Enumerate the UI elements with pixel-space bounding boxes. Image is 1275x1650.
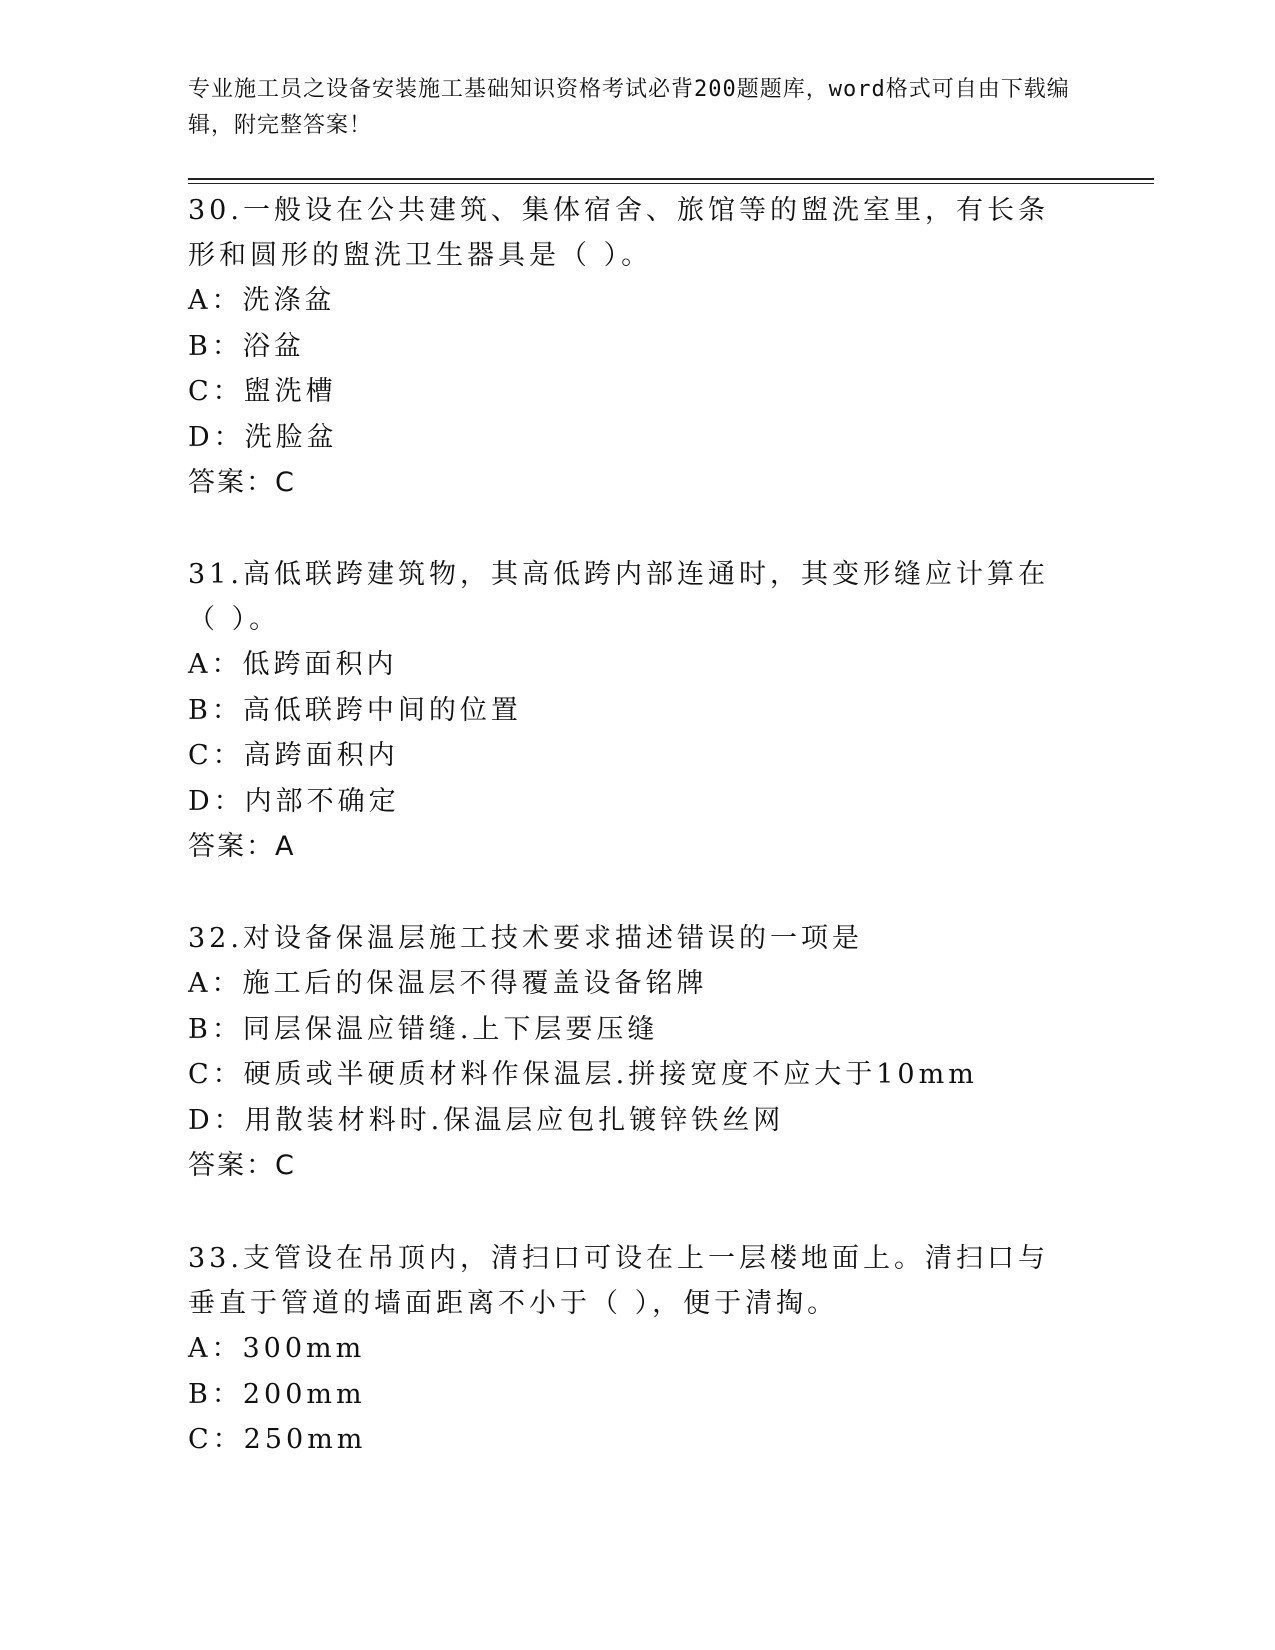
answer: 答案：A <box>188 831 296 862</box>
document-header: 专业施工员之设备安装施工基础知识资格考试必背200题题库，word格式可自由下载编辑，附完整答案！ <box>188 77 1070 138</box>
option-d: D：用散装材料时.保温层应包扎镀锌铁丝网 <box>188 1104 785 1136</box>
option-b: B：同层保温应错缝.上下层要压缝 <box>188 1013 659 1045</box>
question-30 <box>188 188 1088 505</box>
option-b: B：浴盆 <box>188 330 305 362</box>
question-stem: 32.对设备保温层施工技术要求描述错误的一项是 <box>188 923 863 954</box>
question-32 <box>188 916 1088 1188</box>
option-b: B：高低联跨中间的位置 <box>188 694 522 726</box>
option-b: B：200mm <box>188 1378 366 1410</box>
answer: 答案：C <box>188 467 296 498</box>
option-c: C：硬质或半硬质材料作保温层.拼接宽度不应大于10mm <box>188 1059 978 1090</box>
question-31 <box>188 552 1088 869</box>
option-d: D：洗脸盆 <box>188 421 338 453</box>
header-divider-bottom <box>188 183 1154 184</box>
question-stem: 31.高低联跨建筑物，其高低跨内部连通时，其变形缝应计算在（ ）。 <box>188 559 1049 635</box>
header-divider-top <box>188 178 1154 180</box>
option-c: C：盥洗槽 <box>188 376 337 407</box>
question-stem: 30.一般设在公共建筑、集体宿舍、旅馆等的盥洗室里，有长条形和圆形的盥洗卫生器具是（ ）。 <box>188 195 1049 271</box>
option-d: D：内部不确定 <box>188 785 400 817</box>
option-c: C：高跨面积内 <box>188 740 399 771</box>
option-c: C：250mm <box>188 1424 367 1455</box>
option-a: A：低跨面积内 <box>188 649 398 680</box>
question-33 <box>188 1236 1088 1463</box>
option-a: A：300mm <box>188 1333 366 1364</box>
question-stem: 33.支管设在吊顶内，清扫口可设在上一层楼地面上。清扫口与垂直于管道的墙面距离不小于（ ），便于清掏。 <box>188 1243 1049 1319</box>
answer: 答案：C <box>188 1150 296 1181</box>
option-a: A：洗涤盆 <box>188 285 336 316</box>
option-a: A：施工后的保温层不得覆盖设备铭牌 <box>188 968 708 999</box>
